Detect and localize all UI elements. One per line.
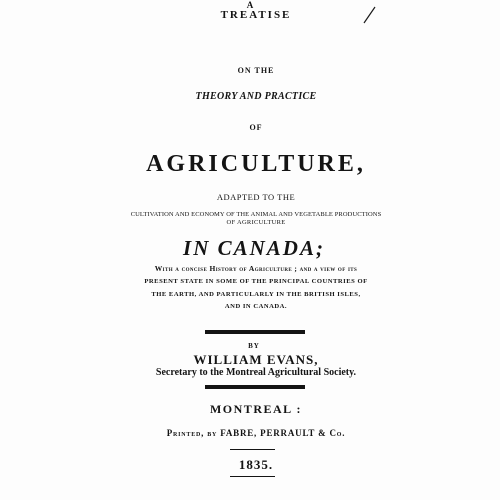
year-rule-top [230,449,275,450]
history-line-2: PRESENT STATE IN SOME OF THE PRINCIPAL COUNTRIES OF [144,278,368,285]
imprint-place: MONTREAL : [209,402,302,416]
history-line-1: With a concise History of Agriculture ; and a view of its [154,264,358,273]
pen-mark-icon [360,5,380,25]
imprint-year: 1835. [238,457,274,472]
of-agriculture-text: OF AGRICULTURE [226,219,286,226]
on-the-text: ON THE [237,66,275,75]
treatise-heading: TREATISE [220,9,292,21]
author-name: WILLIAM EVANS, [193,352,319,367]
author-title: Secretary to the Montreal Agricultural Society. [155,367,357,378]
history-line-4: AND IN CANADA. [224,303,288,310]
main-title: AGRICULTURE, [146,151,366,177]
history-line-3: THE EARTH, AND PARTICULARLY IN THE BRITISH ISLES, [151,291,361,298]
of-text: OF [249,123,263,132]
article-a: A [246,0,254,10]
year-rule-bottom [230,476,275,477]
adapted-text: ADAPTED TO THE [216,192,296,202]
theory-practice-text: THEORY AND PRACTICE [195,91,317,102]
divider-rule-top [205,330,305,334]
cultivation-text: CULTIVATION AND ECONOMY OF THE ANIMAL AND VEGETABLE PRODUCTIONS [130,211,382,218]
imprint-printer: Printed, by FABRE, PERRAULT & Co. [166,428,346,438]
in-canada-title: IN CANADA; [183,236,325,260]
divider-rule-bottom [205,385,305,389]
by-text: BY [248,342,260,350]
